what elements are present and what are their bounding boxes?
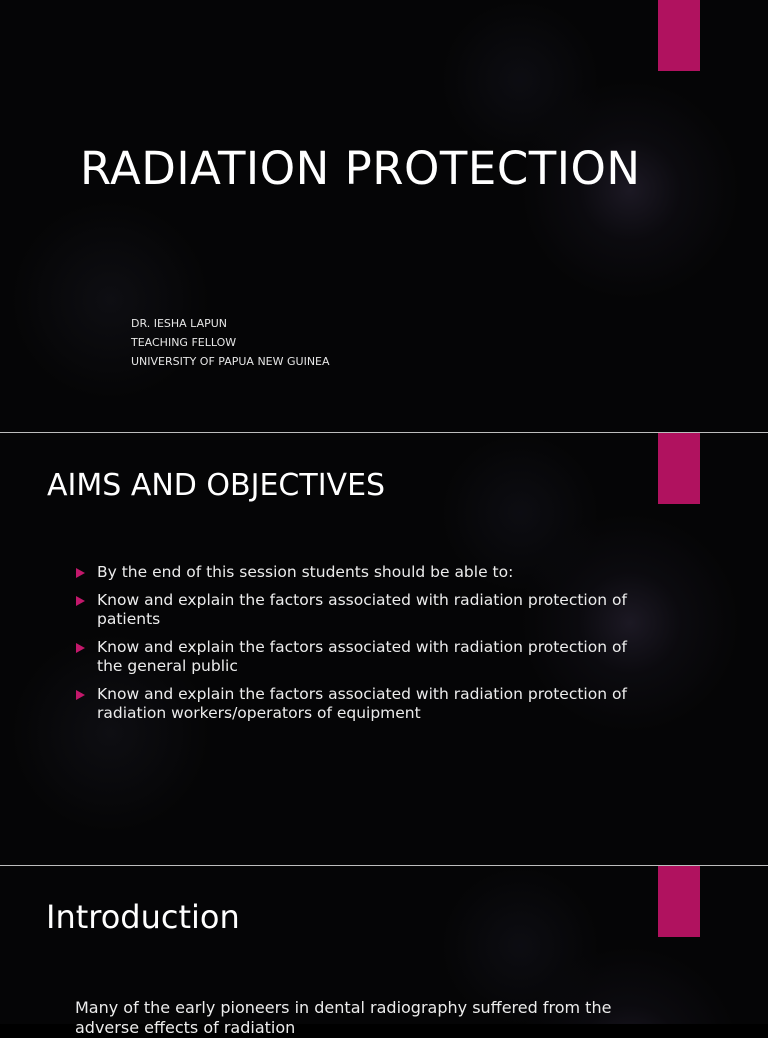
list-item: [76, 685, 636, 724]
bullet-arrow-icon: [76, 596, 85, 606]
accent-bar: [658, 433, 700, 504]
accent-bar: [658, 0, 700, 71]
author-block: [131, 314, 330, 371]
list-item: [76, 638, 636, 677]
bullet-arrow-icon: [76, 568, 85, 578]
list-item-text: Know and explain the factors associated with radiation protection of patients: [97, 590, 627, 628]
bullet-arrow-icon: [76, 690, 85, 700]
aims-slide: [0, 433, 768, 865]
list-item: [76, 563, 636, 583]
author-role: TEACHING FELLOW: [131, 336, 237, 349]
author-name: DR. IESHA LAPUN: [131, 317, 228, 330]
bullet-arrow-icon: [76, 643, 85, 653]
list-item-text: Know and explain the factors associated with radiation protection of radiation workers/operators of equipment: [97, 684, 627, 722]
author-institution: UNIVERSITY OF PAPUA NEW GUINEA: [131, 355, 330, 368]
list-item-text: Know and explain the factors associated with radiation protection of the general public: [97, 637, 627, 675]
list-item-text: By the end of this session students should be able to:: [97, 563, 514, 581]
list-item: [76, 591, 636, 630]
slide-title: RADIATION PROTECTION: [80, 142, 641, 195]
objectives-list: [76, 563, 636, 732]
slide-title: Introduction: [46, 898, 240, 936]
accent-bar: [658, 866, 700, 937]
introduction-slide: [0, 866, 768, 1037]
slide-title: AIMS AND OBJECTIVES: [47, 468, 386, 503]
title-slide: [0, 0, 768, 432]
intro-text: Many of the early pioneers in dental radiography suffered from the adverse effects of radiation: [75, 998, 612, 1037]
